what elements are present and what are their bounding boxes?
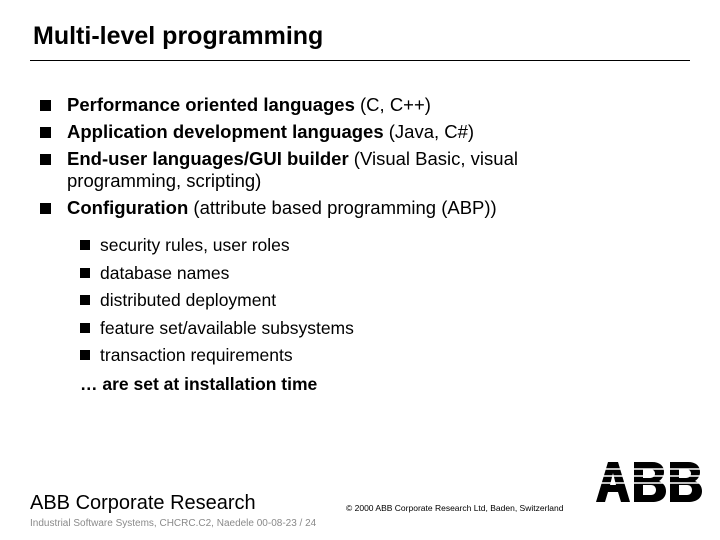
bullet-bold-text: Performance oriented languages [67,94,355,115]
bullet-bold-text: End-user languages/GUI builder [67,148,349,169]
sub-bullet-distributed-deployment [80,290,640,311]
bullet-rest-text: (Visual Basic, visual [348,148,518,169]
square-bullet-icon [40,154,51,165]
square-bullet-icon [40,203,51,214]
sub-bullet-text: transaction requirements [100,345,293,365]
bullet-bold-text: Application development languages [67,121,384,142]
sub-bullet-database-names [80,263,640,284]
bullet-item-performance-languages [40,94,680,116]
footer-subline: Industrial Software Systems, CHCRC.C2, Naedele 00-08-23 / 24 [30,518,317,529]
title-divider [30,60,690,61]
main-bullet-list [40,94,680,224]
footer-brand: ABB Corporate Research [30,492,256,514]
square-bullet-icon [40,127,51,138]
bullet-bold-text: Configuration [67,197,189,218]
slide-title: Multi-level programming [33,22,324,50]
bullet-rest-text: (C, C++) [354,94,431,115]
bullet-rest-text: (Java, C#) [383,121,475,142]
square-bullet-icon [40,100,51,111]
closing-statement: … are set at installation time [80,374,318,394]
square-bullet-icon [80,295,90,305]
bullet-item-end-user-languages [40,148,680,192]
bullet-item-configuration [40,197,680,219]
square-bullet-icon [80,350,90,360]
square-bullet-icon [80,268,90,278]
square-bullet-icon [80,240,90,250]
bullet-continuation-text: programming, scripting) [67,170,262,191]
sub-bullet-feature-set [80,318,640,339]
square-bullet-icon [80,323,90,333]
bullet-rest-text: (attribute based programming (ABP)) [188,197,497,218]
sub-bullet-text: distributed deployment [100,290,277,310]
footer-copyright: © 2000 ABB Corporate Research Ltd, Baden, Switzerland [346,503,564,513]
sub-bullet-text: database names [100,262,230,283]
sub-bullet-text: security rules, user roles [100,235,290,255]
sub-bullet-text: feature set/available subsystems [100,317,354,338]
abb-logo-icon [594,458,706,504]
bullet-item-application-languages [40,121,680,143]
sub-bullet-transaction-requirements [80,345,640,366]
sub-bullet-list [80,235,640,373]
sub-bullet-security-rules [80,235,640,256]
